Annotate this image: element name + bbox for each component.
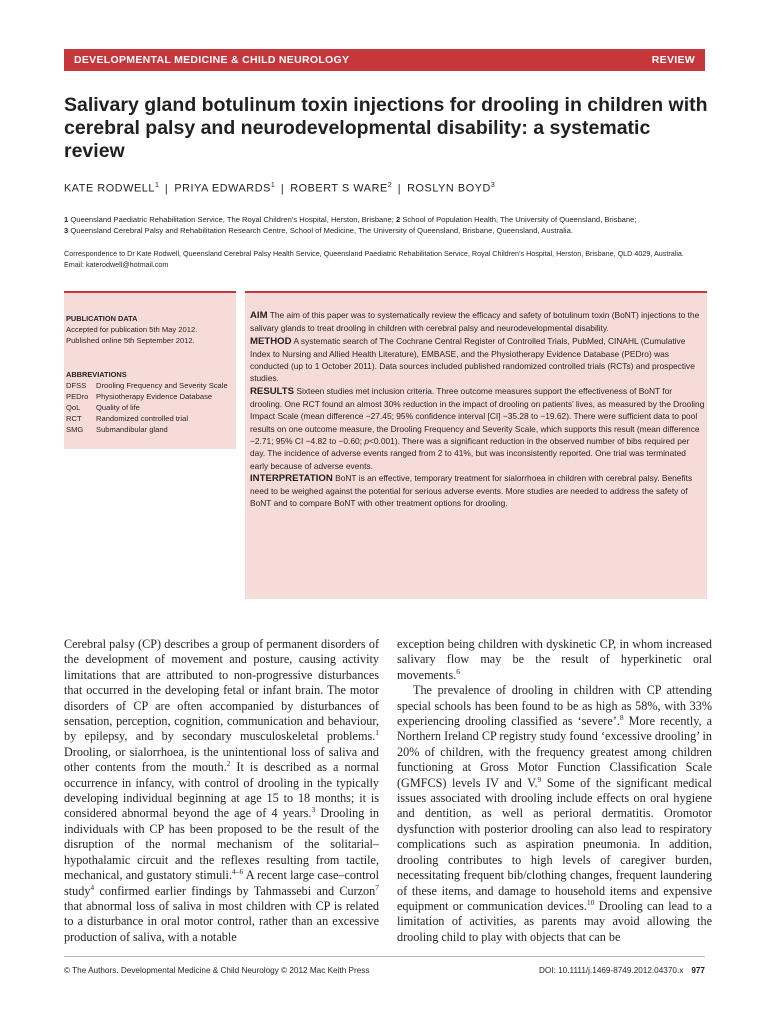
journal-header-bar xyxy=(64,49,705,71)
author-name: KATE RODWELL xyxy=(64,182,155,195)
citation[interactable]: 4–6 xyxy=(232,867,244,877)
citation[interactable]: 10 xyxy=(586,897,595,907)
body-paragraph xyxy=(397,637,712,683)
publication-data-box xyxy=(64,291,236,449)
citation[interactable]: 1 xyxy=(375,728,379,738)
citation[interactable]: 2 xyxy=(226,759,231,769)
footer-doi-page xyxy=(539,966,705,975)
abbreviation-definition: Quality of life xyxy=(96,403,140,412)
abbreviation-definition: Drooling Frequency and Severity Scale xyxy=(96,381,228,390)
page-number: 977 xyxy=(691,966,705,975)
abstract-interpretation xyxy=(250,472,705,510)
author-affiliation-mark: 1 xyxy=(155,182,159,189)
citation[interactable]: 3 xyxy=(311,805,316,815)
author-affiliation-mark: 2 xyxy=(387,182,392,189)
abstract-aim xyxy=(250,309,705,335)
citation[interactable]: 4 xyxy=(90,882,95,892)
journal-name: DEVELOPMENTAL MEDICINE & CHILD NEUROLOGY xyxy=(74,54,350,66)
abbreviation-row xyxy=(66,424,228,435)
abbreviation: RCT xyxy=(66,414,82,423)
article-title: Salivary gland botulinum toxin injections for drooling in children with cerebral palsy and neurodevelopmental disability: a systematic review xyxy=(64,94,708,162)
correspondence-address: Correspondence to Dr Kate Rodwell, Queensland Cerebral Palsy Health Service, Queensland Paediatric Rehabilitation Service, Royal Children’s Hospital, Herston, Brisbane, QLD 4029, Australia. xyxy=(64,249,684,258)
author-name: ROSLYN BOYD xyxy=(407,182,491,195)
abbreviation-row xyxy=(66,413,228,424)
aim-label: AIM xyxy=(250,310,268,321)
copyright-notice: © The Authors. Developmental Medicine & Child Neurology © 2012 Mac Keith Press xyxy=(64,966,370,975)
citation[interactable]: 9 xyxy=(537,774,542,784)
body-column-right xyxy=(397,637,712,945)
results-label: RESULTS xyxy=(250,385,295,397)
abbreviations-heading: ABBREVIATIONS xyxy=(66,370,127,379)
body-text: Drooling can lead to a limitation of activities, as parents may avoid allowing the drooling child to play with objects that can be xyxy=(397,898,712,944)
abstract-box xyxy=(245,291,707,599)
correspondence-email: Email: katerodwell@hotmail.com xyxy=(64,260,169,269)
citation[interactable]: 8 xyxy=(619,712,624,722)
abbreviation: SMG xyxy=(66,425,84,434)
results-text: Sixteen studies met inclusion criteria. Three outcome measures support the effectiveness of BoNT for drooling. One RCT found an almost 30% reduction in the impact of drooling on patients’ lives, as measured by the Drooling Impact Scale (mean difference −27.45; 95% confidence interval [CI] −35.28 to −19.62). There were sufficient data to pool results on one outcome measure, the Drooling Frequency and Severity Scale, which supports this result (mean difference −2.71; 95% CI −4.82 to −0.60; xyxy=(250,385,705,446)
author-list: KATE RODWELL$^1$ | PRIYA EDWARDS$^1$ | ROBERT S WARE$^2$ | ROSLYN BOYD$^3$ xyxy=(64,182,495,195)
abbreviation: QoL xyxy=(66,403,81,412)
body-text: confirmed earlier findings by Tahmassebi and Curzon xyxy=(94,883,376,898)
body-text: More recently, a Northern Ireland CP registry study found ‘excessive drooling’ in 20% of children, with the frequency greatest among children functioning at Gross Motor Function Classification Scale (GMFCS) levels IV and V. xyxy=(397,714,713,790)
doi[interactable]: DOI: 10.1111/j.1469-8749.2012.04370.x xyxy=(539,966,684,975)
body-text: A recent large case–control study xyxy=(64,868,379,898)
abbreviation: PEDro xyxy=(66,392,89,401)
citation[interactable]: 7 xyxy=(375,882,379,892)
abbreviation-definition: Submandibular gland xyxy=(96,425,168,434)
body-paragraph xyxy=(64,637,379,945)
body-column-left xyxy=(64,637,379,945)
abbreviation-definition: Physiotherapy Evidence Database xyxy=(96,392,213,401)
interpretation-label: INTERPRETATION xyxy=(250,472,333,484)
method-text: A systematic search of The Cochrane Central Register of Controlled Trials, PubMed, CINAHL (Cumulative Index to Nursing and Allied Health Literature), EMBASE, and the Physiotherapy Evidence Database (PEDro) was conducted (up to 1 October 2011). Data sources included published randomized controlled trials (RCTs) and prospective studies. xyxy=(250,335,695,384)
body-text: Drooling in individuals with CP has been proposed to be the result of the disruption of the normal mechanism of the solitarial–hypothalamic circuit and the reflexes resulting from tactile, mechanical, and gustatory stimuli. xyxy=(64,806,379,883)
affiliation-number: 3 xyxy=(64,226,69,235)
affiliation: Queensland Cerebral Palsy and Rehabilitation Research Centre, School of Medicine, The University of Queensland, Brisbane, Queensland, Australia. xyxy=(70,226,573,235)
correspondence xyxy=(64,248,714,270)
interpretation-text: BoNT is an effective, temporary treatment for sialorrhoea in children with cerebral palsy. Benefits need to be weighed against the potential for serious adverse events. More studies are needed to address the safety of BoNT and to compare BoNT with other treatment options for drooling. xyxy=(250,472,693,509)
publication-data-heading: PUBLICATION DATA xyxy=(66,314,138,323)
body-text: Some of the significant medical issues associated with drooling include effects on oral hygiene and dentition, as well as perioral dermatitis. Oromotor dysfunction with posterior drooling can also lead to respiratory complications such as aspiration pneumonia. In addition, drooling contributes to high levels of caregiver burden, necessitating frequent bib/clothing changes, frequent laundering of these items, and damage to household items and expensive equipment or communication devices. xyxy=(397,775,712,913)
body-text: The prevalence of drooling in children with CP attending special schools has been found to be as high as 58%, with 33% experiencing drooling classified as ‘severe’. xyxy=(397,683,712,729)
body-text: exception being children with dyskinetic CP, in whom increased salivary flow may be the result of hyperkinetic oral movements. xyxy=(397,637,712,682)
aim-text: The aim of this paper was to systematically review the efficacy and safety of botulinum toxin (BoNT) injections to the salivary glands to treat drooling in children with cerebral palsy and neurodevelopmental disability. xyxy=(250,310,700,334)
body-text: Cerebral palsy (CP) describes a group of permanent disorders of the development of movement and posture, causing activity limitations that are attributed to non-progressive disturbances that occurred in the developing fetal or infant brain. The motor disorders of CP are often accompanied by disturbances of sensation, perception, cognition, communication and behaviour, by epilepsy, and by secondary musculoskeletal problems. xyxy=(64,637,379,744)
abstract-results xyxy=(250,385,705,472)
abbreviation-row xyxy=(66,380,228,391)
p-value-symbol: p xyxy=(364,435,369,446)
body-paragraph xyxy=(397,683,712,945)
abbreviation: DFSS xyxy=(66,381,87,390)
method-label: METHOD xyxy=(250,335,292,347)
footer-divider xyxy=(64,956,705,957)
body-text: It is described as a normal occurrence in infancy, with control of drooling in the typically developing individual beginning at age 15 to 18 months; it is considered abnormal beyond the age of 4 years. xyxy=(64,760,380,821)
affiliation-number: 2 xyxy=(395,215,401,224)
author-affiliation-mark: 1 xyxy=(270,182,275,189)
accepted-date: Accepted for publication 5th May 2012. xyxy=(66,325,198,334)
affiliation: School of Population Health, The University of Queensland, Brisbane; xyxy=(402,215,637,224)
abstract-method xyxy=(250,335,705,385)
author-name: ROBERT S WARE xyxy=(290,182,388,195)
body-text: Drooling, or sialorrhoea, is the unintentional loss of saliva and other contents from the mouth. xyxy=(64,744,379,775)
affiliation-number: 1 xyxy=(64,215,69,224)
author-name: PRIYA EDWARDS xyxy=(174,182,271,195)
article-type: REVIEW xyxy=(651,54,695,66)
published-date: Published online 5th September 2012. xyxy=(66,336,195,345)
results-text-cont: <0.001). There was a significant reduction in the observed number of bibs required per day. The incidence of adverse events ranged from 2 to 41%, but was inconsistently reported. One trial was terminated early because of adverse events. xyxy=(250,435,690,471)
abbreviation-row xyxy=(66,391,228,402)
author-affiliation-mark: 3 xyxy=(490,182,495,189)
abbreviation-definition: Randomized controlled trial xyxy=(96,414,189,423)
citation[interactable]: 6 xyxy=(456,666,460,676)
abbreviation-row xyxy=(66,402,228,413)
affiliations xyxy=(64,214,714,236)
body-text: that abnormal loss of saliva in most children with CP is related to a disturbance in oral motor control, rather than an excessive production of saliva, with a notable xyxy=(64,898,379,944)
affiliation: Queensland Paediatric Rehabilitation Service, The Royal Children’s Hospital, Herston, Brisbane; xyxy=(70,215,394,224)
